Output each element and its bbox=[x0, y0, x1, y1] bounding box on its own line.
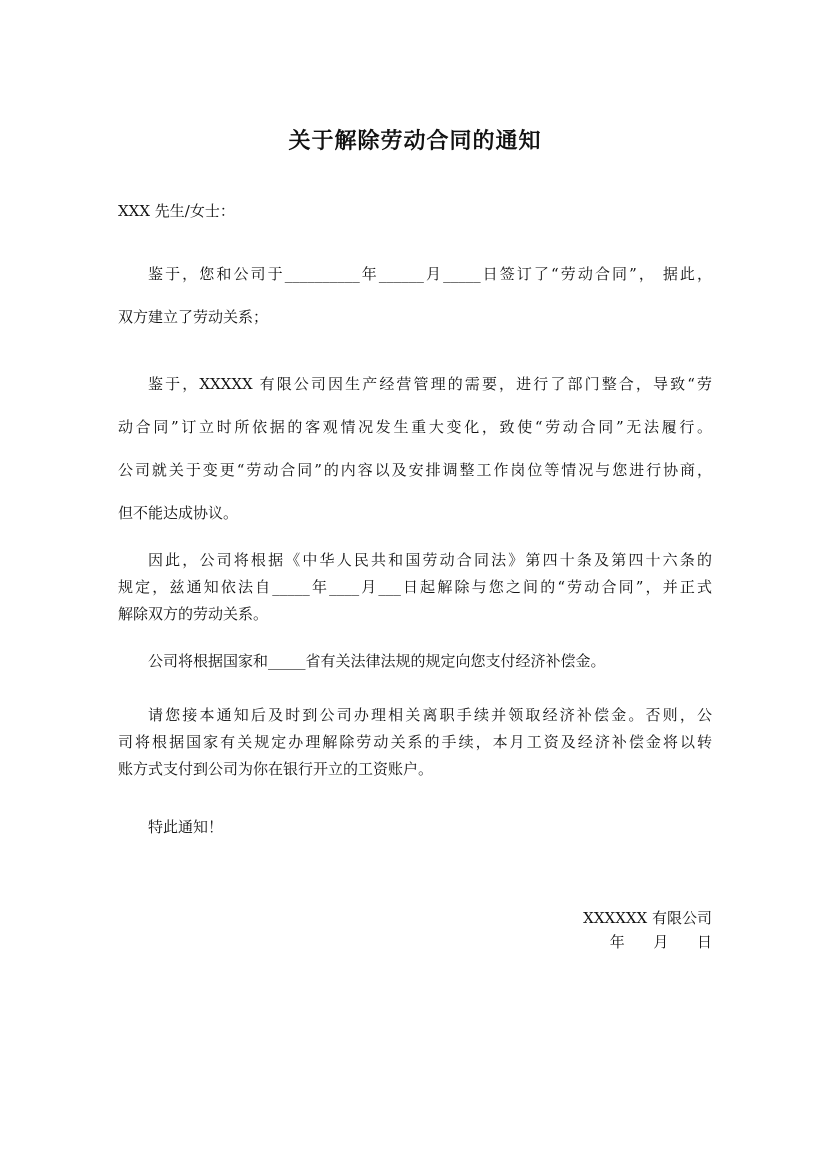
page-title: 关于解除劳动合同的通知 bbox=[288, 128, 542, 154]
salutation: XXX 先生/女士： bbox=[118, 202, 235, 220]
line: 解除双方的劳动关系。 bbox=[118, 605, 269, 623]
line: 但不能达成协议。 bbox=[118, 504, 239, 522]
line: 公司就关于变更“劳动合同”的内容以及安排调整工作岗位等情况与您进行协商， bbox=[118, 461, 712, 479]
line: 动合同”订立时所依据的客观情况发生重大变化，致使“劳动合同”无法履行。 bbox=[118, 418, 712, 436]
line: 司将根据国家有关规定办理解除劳动关系的手续，本月工资及经济补偿金将以转 bbox=[118, 733, 712, 751]
signature-company: XXXXXX 有限公司 bbox=[583, 909, 712, 927]
paragraph-5 bbox=[118, 702, 712, 783]
line: 账方式支付到公司为你在银行开立的工资账户。 bbox=[118, 760, 434, 778]
paragraph-4 bbox=[118, 648, 712, 675]
paragraph-1 bbox=[118, 253, 712, 339]
line: 鉴于，XXXXX 有限公司因生产经营管理的需要，进行了部门整合，导致“劳 bbox=[148, 375, 712, 393]
line: 特此通知！ bbox=[148, 818, 224, 836]
signature-date: 年 月 日 bbox=[609, 933, 712, 951]
paragraph-6 bbox=[118, 814, 712, 841]
line: 鉴于，您和公司于__________年______月_____日签订了“劳动合同”， 据此， bbox=[148, 265, 712, 283]
line: 双方建立了劳动关系； bbox=[118, 308, 269, 326]
line: 规定，兹通知依法自_____年____月___日起解除与您之间的“劳动合同”，并正式 bbox=[118, 578, 712, 596]
line: 公司将根据国家和_____省有关法律法规的规定向您支付经济补偿金。 bbox=[148, 652, 606, 670]
paragraph-3 bbox=[118, 547, 712, 628]
paragraph-2 bbox=[118, 363, 712, 535]
line: 因此，公司将根据《中华人民共和国劳动合同法》第四十条及第四十六条的 bbox=[148, 551, 712, 569]
line: 请您接本通知后及时到公司办理相关离职手续并领取经济补偿金。否则，公 bbox=[148, 706, 712, 724]
